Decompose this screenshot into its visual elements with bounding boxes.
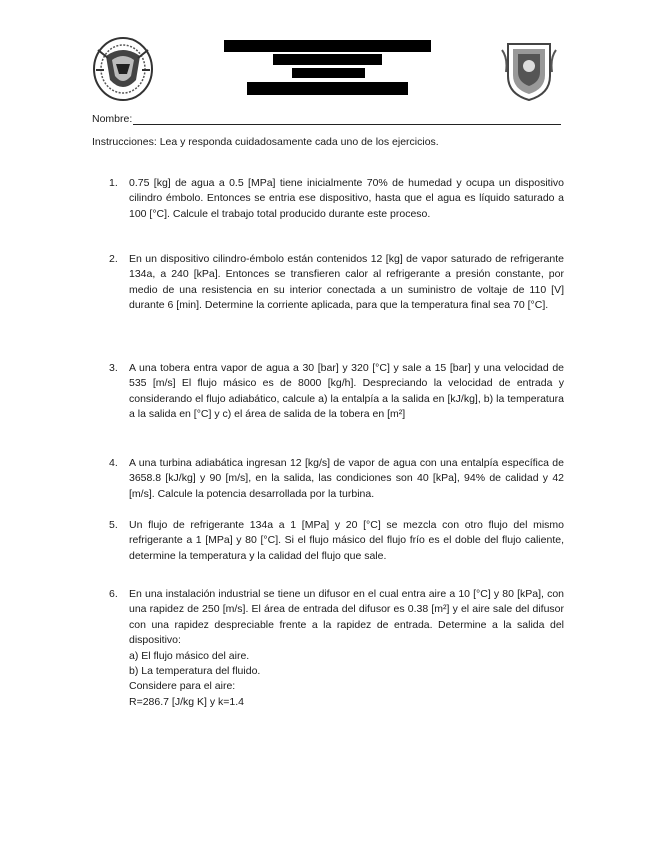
question-item xyxy=(109,176,564,222)
question-subitem: b) La temperatura del fluido. xyxy=(129,665,261,678)
question-number: 1. xyxy=(109,177,118,189)
redacted-title-line-3 xyxy=(292,68,365,78)
instructions-text: Instrucciones: Lea y responda cuidadosamente cada uno de los ejercicios. xyxy=(92,136,439,148)
name-field[interactable] xyxy=(92,113,561,125)
faculty-crest-icon xyxy=(500,38,558,102)
question-text: A una turbina adiabática ingresan 12 [kg/s] de vapor de agua con una entalpía específica de 3658.8 [kJ/kg] y 90 [m/s], en la salida, las condiciones son 40 [kPa], 94% de calidad y 42 [m/s]. Calcule la potencia desarrollada por la turbina. xyxy=(129,457,564,500)
name-label: Nombre: xyxy=(92,113,133,125)
question-subitem: R=286.7 [J/kg K] y k=1.4 xyxy=(129,695,244,708)
question-item xyxy=(109,587,564,710)
name-input-line[interactable] xyxy=(133,114,561,125)
question-body xyxy=(129,587,564,710)
question-text: 0.75 [kg] de agua a 0.5 [MPa] tiene inicialmente 70% de humedad y ocupa un dispositivo cilindro émbolo. Entonces se entria ese dispositivo, hasta que el agua es líquido saturado a 100 [°C]. Calcule el trabajo total producido durante este proceso. xyxy=(129,177,564,220)
university-crest-icon xyxy=(92,36,154,102)
question-item xyxy=(109,361,564,423)
question-number: 2. xyxy=(109,253,118,265)
question-text: En una instalación industrial se tiene un difusor en el cual entra aire a 10 [°C] y 80 [kPa], con una rapidez de 250 [m/s]. El área de entrada del difusor es 0.38 [m²] y el aire sale del difusor con una rapidez despreciable frente a la rapidez de entrada. Determine a la salida del dispositivo: xyxy=(129,588,564,647)
question-number: 6. xyxy=(109,588,118,600)
question-number: 4. xyxy=(109,457,118,469)
question-item xyxy=(109,456,564,502)
redacted-title-line-1 xyxy=(224,40,431,52)
question-text: A una tobera entra vapor de agua a 30 [bar] y 320 [°C] y sale a 15 [bar] y una velocidad de 535 [m/s] El flujo másico es de 8000 [kg/h]. Despreciando la velocidad de entrada y considerando el flujo adiabático, calcule a) la entalpía a la salida en [kJ/kg], b) la temperatura a la salida en [°C] y c) el área de salida de la tobera en [m²] xyxy=(129,362,564,421)
question-number: 5. xyxy=(109,519,118,531)
question-subitem: Considere para el aire: xyxy=(129,680,236,693)
redacted-title-line-4 xyxy=(247,82,408,95)
question-item xyxy=(109,252,564,314)
question-item xyxy=(109,518,564,564)
question-text: Un flujo de refrigerante 134a a 1 [MPa] y 20 [°C] se mezcla con otro flujo del mismo refrigerante a 1 [MPa] y 80 [°C]. Si el flujo másico del flujo frío es el doble del flujo caliente, determine la temperatura y la calidad del flujo que sale. xyxy=(129,519,564,562)
question-number: 3. xyxy=(109,362,118,374)
question-text: En un dispositivo cilindro-émbolo están contenidos 12 [kg] de vapor saturado de refrigerante 134a, a 240 [kPa]. Entonces se transfieren calor al refrigerante a presión constante, por medio de una resistencia en su interior conectada a un suministro de voltaje de 110 [V] durante 6 [min]. Determine la corriente aplicada, para que la temperatura final sea 70 [°C]. xyxy=(129,253,564,312)
redacted-title-line-2 xyxy=(273,54,382,65)
question-subitem: a) El flujo másico del aire. xyxy=(129,649,250,662)
